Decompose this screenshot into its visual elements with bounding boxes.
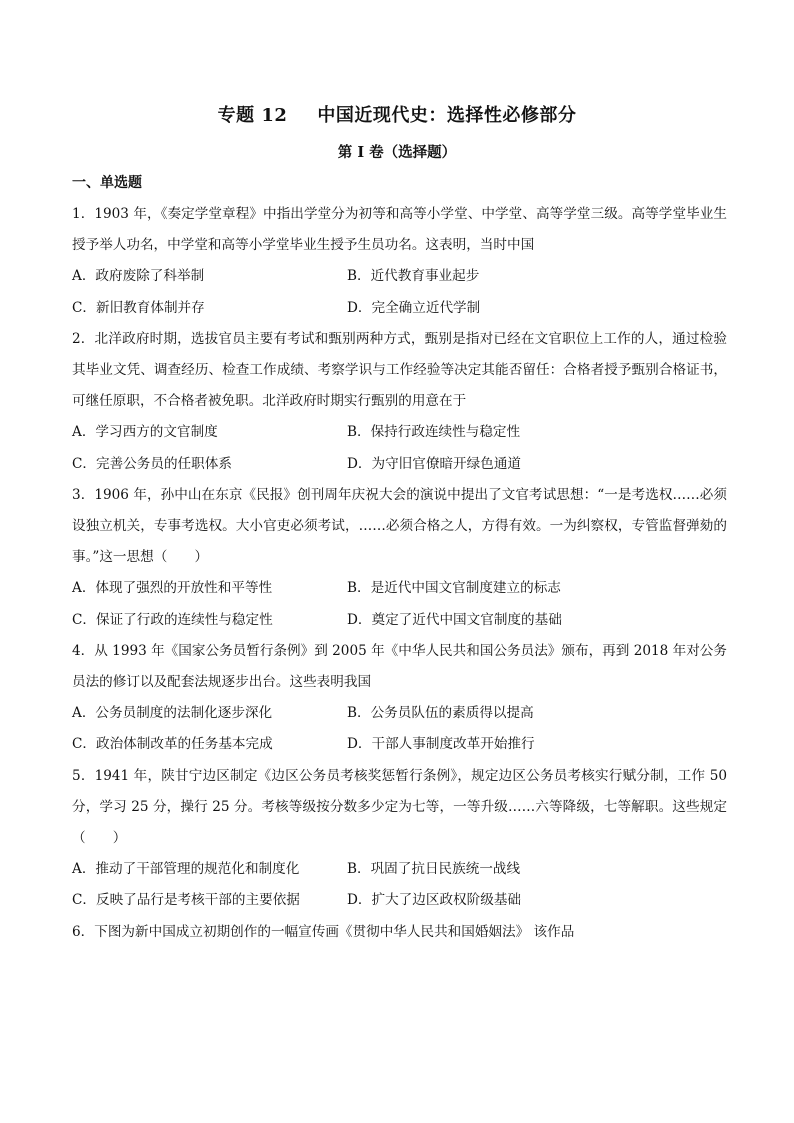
option-group <box>72 417 727 479</box>
question-2 <box>72 324 727 480</box>
topic-number: 专题 12 <box>217 105 288 126</box>
question-stem: 2．北洋政府时期，选拔官员主要有考试和甄别两种方式，甄别是指对已经在文官职位上工作的人，通过检验其毕业文凭、调查经历、检查工作成绩、考察学识与工作经验等决定其能否留任：合格者授予甄别合格证书，可继任原职，不合格者被免职。北洋政府时期实行甄别的用意在于 <box>72 330 727 410</box>
option-group <box>72 573 727 635</box>
option-c: C．保证了行政的连续性与稳定性 <box>72 611 273 628</box>
question-stem: 1．1903 年，《奏定学堂章程》中指出学堂分为初等和高等小学堂、中学堂、高等学堂三级。高等学堂毕业生授予举人功名，中学堂和高等小学堂毕业生授予生员功名。这表明，当时中国 <box>72 206 727 254</box>
page-title <box>0 104 794 128</box>
option-c: C．完善公务员的任职体系 <box>72 455 232 472</box>
option-a: A．学习西方的文官制度 <box>72 424 218 441</box>
option-d: D．为守旧官僚暗开绿色通道 <box>347 455 522 472</box>
option-a: A．政府废除了科举制 <box>72 268 205 285</box>
option-b: B．保持行政连续性与稳定性 <box>347 424 521 441</box>
section-heading: 一、单选题 <box>72 175 142 191</box>
question-stem: 3．1906 年，孙中山在东京《民报》创刊周年庆祝大会的演说中提出了文官考试思想：“一是考选权……必须设独立机关，专事考选权。大小官吏必须考试，……必须合格之人，方得有效。一为纠察权，专管监督弹劾的事。”这一思想（ ） <box>72 486 727 566</box>
option-a: A．公务员制度的法制化逐步深化 <box>72 705 273 722</box>
volume-subtitle: 第 I 卷（选择题） <box>337 144 457 161</box>
question-5 <box>72 761 727 917</box>
option-d: D．完全确立近代学制 <box>347 299 481 316</box>
option-b: B．巩固了抗日民族统一战线 <box>347 861 521 878</box>
question-stem: 5．1941 年，陕甘宁边区制定《边区公务员考核奖惩暂行条例》，规定边区公务员考核实行赋分制，工作 50 分，学习 25 分，操行 25 分。考核等级按分数多少定为七等，一等升级……六等降级，七等解职。这些规定（ ） <box>72 767 727 847</box>
option-c: C．政治体制改革的任务基本完成 <box>72 736 273 753</box>
question-4 <box>72 636 727 761</box>
question-stem: 4．从 1993 年《国家公务员暂行条例》到 2005 年《中华人民共和国公务员法》颁布，再到 2018 年对公务员法的修订以及配套法规逐步出台。这些表明我国 <box>72 642 727 691</box>
option-a: A．推动了干部管理的规范化和制度化 <box>72 861 300 878</box>
question-1 <box>72 199 727 324</box>
question-list <box>72 171 727 948</box>
option-group <box>72 698 727 760</box>
option-a: A．体现了强烈的开放性和平等性 <box>72 580 273 597</box>
option-c: C．新旧教育体制并存 <box>72 299 205 316</box>
question-6 <box>72 917 727 948</box>
option-c: C．反映了品行是考核干部的主要依据 <box>72 892 300 909</box>
option-group <box>72 261 727 323</box>
topic-title: 中国近现代史：选择性必修部分 <box>317 105 577 126</box>
option-d: D．奠定了近代中国文官制度的基础 <box>347 611 562 628</box>
option-group <box>72 854 727 916</box>
option-b: B．是近代中国文官制度建立的标志 <box>347 580 561 597</box>
option-b: B．近代教育事业起步 <box>347 268 480 285</box>
question-stem: 6．下图为新中国成立初期创作的一幅宣传画《贯彻中华人民共和国婚姻法》 该作品 <box>72 923 575 940</box>
question-3 <box>72 480 727 636</box>
option-d: D．干部人事制度改革开始推行 <box>347 736 535 753</box>
option-b: B．公务员队伍的素质得以提高 <box>347 705 534 722</box>
option-d: D．扩大了边区政权阶级基础 <box>347 892 522 909</box>
